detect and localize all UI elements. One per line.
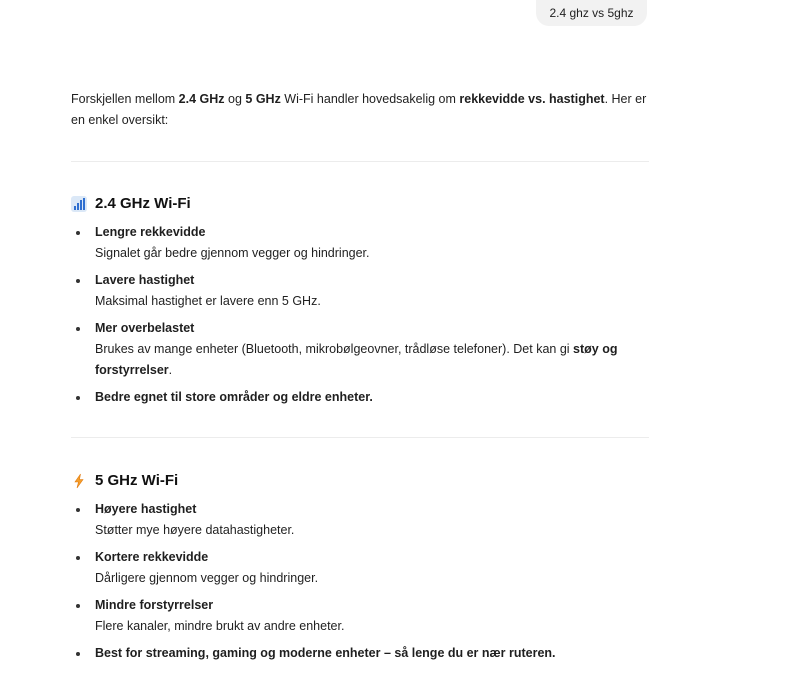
point-description: Signalet går bedre gjennom vegger og hindringer. [95, 246, 370, 260]
intro-text: . Her er en enkel oversikt: [71, 92, 647, 127]
section-title-text: 2.4 GHz Wi-Fi [95, 195, 191, 212]
list-item [71, 499, 649, 547]
section-title-5ghz [71, 472, 178, 489]
point-description-text: . [168, 363, 173, 377]
point-list-5ghz [71, 499, 649, 664]
lightning-bolt-icon [71, 473, 87, 489]
point-title: Mindre forstyrrelser [95, 598, 214, 612]
user-message-bubble [536, 0, 647, 26]
intro-bold: 2.4 GHz [178, 92, 225, 106]
list-item [71, 222, 649, 270]
point-description [95, 339, 649, 381]
point-list-24ghz [71, 222, 649, 408]
point-description: Maksimal hastighet er lavere enn 5 GHz. [95, 294, 321, 308]
list-item [71, 387, 649, 408]
list-item [71, 595, 649, 643]
list-item [71, 270, 649, 318]
point-title: Lavere hastighet [95, 273, 195, 287]
user-message-text: 2.4 ghz vs 5ghz [549, 6, 634, 20]
point-description: Flere kanaler, mindre brukt av andre enheter. [95, 619, 345, 633]
point-description: Dårligere gjennom vegger og hindringer. [95, 571, 319, 585]
signal-bars-icon [71, 196, 87, 212]
list-item [71, 318, 649, 387]
section-title-text: 5 GHz Wi-Fi [95, 472, 179, 489]
point-title: Høyere hastighet [95, 502, 197, 516]
point-title: Mer overbelastet [95, 321, 195, 335]
list-item [71, 643, 649, 664]
intro-text: Wi-Fi handler hovedsakelig om [280, 92, 460, 106]
intro-text: og [224, 92, 246, 106]
intro-bold: rekkevidde vs. hastighet [459, 92, 605, 106]
list-item [71, 547, 649, 595]
point-title: Lengre rekkevidde [95, 225, 206, 239]
point-title: Best for streaming, gaming og moderne enheter – så lenge du er nær ruteren. [95, 646, 556, 660]
intro-paragraph [71, 89, 649, 131]
intro-text: Forskjellen mellom [71, 92, 179, 106]
intro-bold: 5 GHz [245, 92, 281, 106]
section-divider [71, 161, 649, 162]
point-description: Støtter mye høyere datahastigheter. [95, 523, 295, 537]
section-divider [71, 437, 649, 438]
point-title: Kortere rekkevidde [95, 550, 209, 564]
point-title: Bedre egnet til store områder og eldre enheter. [95, 390, 373, 404]
section-title-24ghz [71, 195, 191, 212]
point-description-text: Brukes av mange enheter (Bluetooth, mikrobølgeovner, trådløse telefoner). Det kan gi [95, 342, 574, 356]
point-description-bold: støy og forstyrrelser [95, 342, 618, 377]
